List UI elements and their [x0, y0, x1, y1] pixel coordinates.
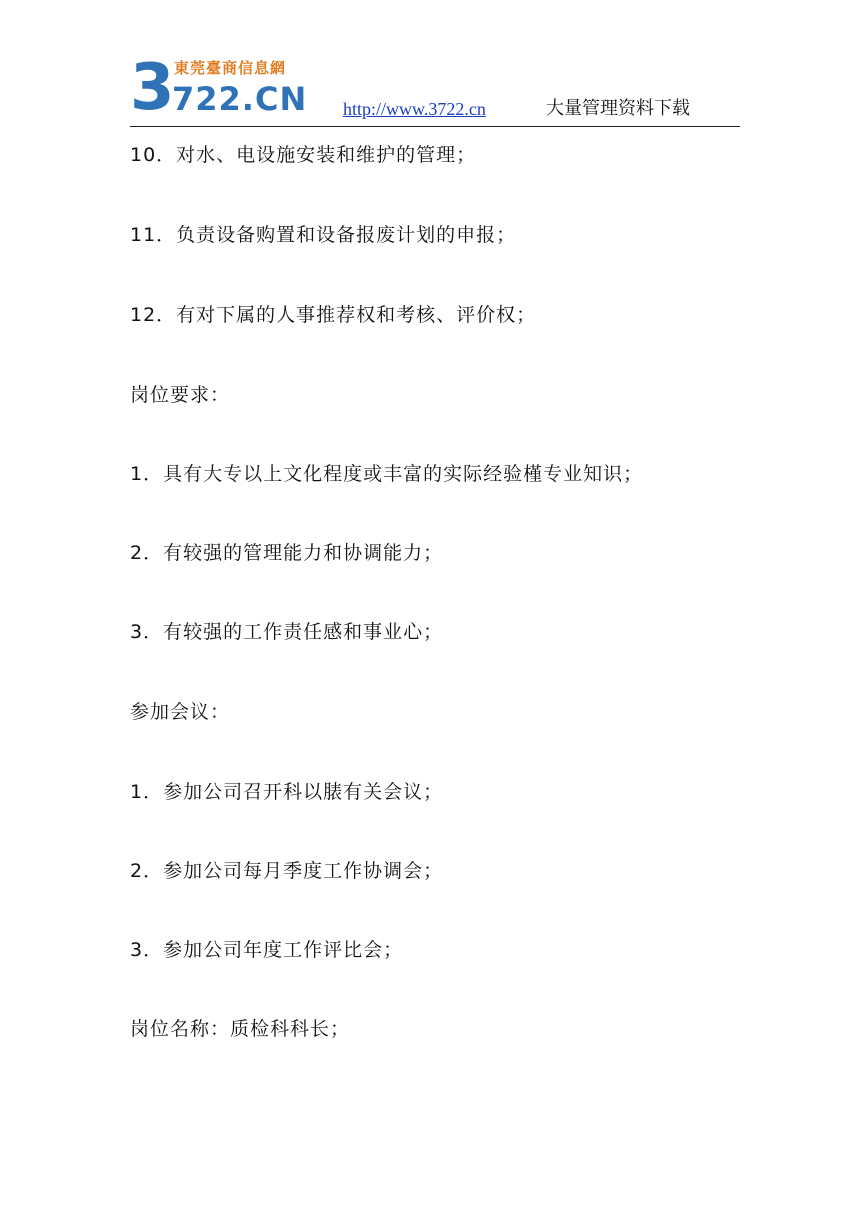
- logo-domain: 722.CN: [172, 80, 308, 118]
- section-heading-requirements: 岗位要求：: [130, 384, 231, 406]
- logo-tagline: 東莞臺商信息網: [174, 59, 287, 77]
- duty-item-11: 11．负责设备购置和设备报废计划的申报；: [130, 224, 517, 246]
- requirement-item-2: 2．有较强的管理能力和协调能力；: [130, 542, 444, 564]
- section-heading-meetings: 参加会议：: [130, 701, 231, 723]
- site-url-link[interactable]: http://www.3722.cn: [343, 99, 486, 119]
- meeting-item-3: 3．参加公司年度工作评比会；: [130, 939, 404, 961]
- meeting-item-1: 1．参加公司召开科以脿有关会议；: [130, 781, 444, 803]
- duty-item-10: 10．对水、电设施安装和维护的管理；: [130, 144, 477, 166]
- requirement-item-3: 3．有较强的工作责任感和事业心；: [130, 621, 444, 643]
- site-logo: [130, 51, 330, 125]
- logo-number: 3: [130, 51, 173, 125]
- position-title: 岗位名称：质检科科长；: [130, 1018, 351, 1040]
- page-header: [130, 51, 740, 127]
- duty-item-12: 12．有对下属的人事推荐权和考核、评价权；: [130, 304, 537, 326]
- requirement-item-1: 1．具有大专以上文化程度或丰富的实际经验槿专业知识；: [130, 463, 644, 485]
- header-slogan: 大量管理资料下载: [546, 98, 690, 119]
- meeting-item-2: 2．参加公司每月季度工作协调会；: [130, 860, 444, 882]
